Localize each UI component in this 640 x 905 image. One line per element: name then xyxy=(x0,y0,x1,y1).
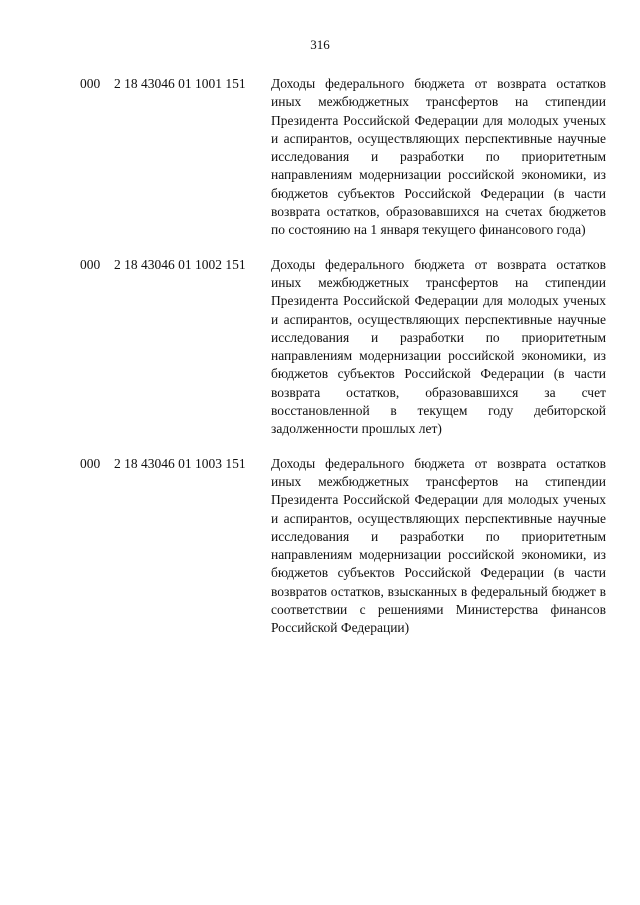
revenue-description: Доходы федерального бюджета от возврата остатков иных межбюджетных трансфертов на стипендии Президента Российской Федерации для молодых ученых и аспирантов, осуществляющих перспективные научные исследования и разработки по приоритетным направлениям модернизации российской экономики, из бюджетов субъектов Российской Федерации (в части возвратов остатков, взысканных в федеральный бюджет в соответствии с решениями Министерства финансов Российской Федерации) xyxy=(271,455,606,636)
table-row xyxy=(0,256,640,439)
page-number: 316 xyxy=(310,37,330,52)
revenue-description: Доходы федерального бюджета от возврата остатков иных межбюджетных трансфертов на стипендии Президента Российской Федерации для молодых ученых и аспирантов, осуществляющих перспективные научные исследования и разработки по приоритетным направлениям модернизации российской экономики, из бюджетов субъектов Российской Федерации (в части возврата остатков, образовавшихся на счетах бюджетов по состоянию на 1 января текущего финансового года) xyxy=(271,76,606,238)
admin-code: 000 xyxy=(80,76,101,91)
budget-classification-code: 2 18 43046 01 1003 151 xyxy=(114,455,246,471)
budget-code-table xyxy=(0,75,640,654)
table-row xyxy=(0,75,640,240)
admin-code: 000 xyxy=(80,455,101,471)
table-row xyxy=(0,455,640,638)
admin-code: 000 xyxy=(80,256,101,272)
budget-classification-code: 2 18 43046 01 1001 151 xyxy=(114,76,246,91)
budget-classification-code: 2 18 43046 01 1002 151 xyxy=(114,256,246,272)
revenue-description: Доходы федерального бюджета от возврата остатков иных межбюджетных трансфертов на стипендии Президента Российской Федерации для молодых ученых и аспирантов, осуществляющих перспективные научные исследования и разработки по приоритетным направлениям модернизации российской экономики, из бюджетов субъектов Российской Федерации (в части возврата остатков, образовавшихся за счет восстановленной в текущем году дебиторской задолженности прошлых лет) xyxy=(271,256,606,437)
